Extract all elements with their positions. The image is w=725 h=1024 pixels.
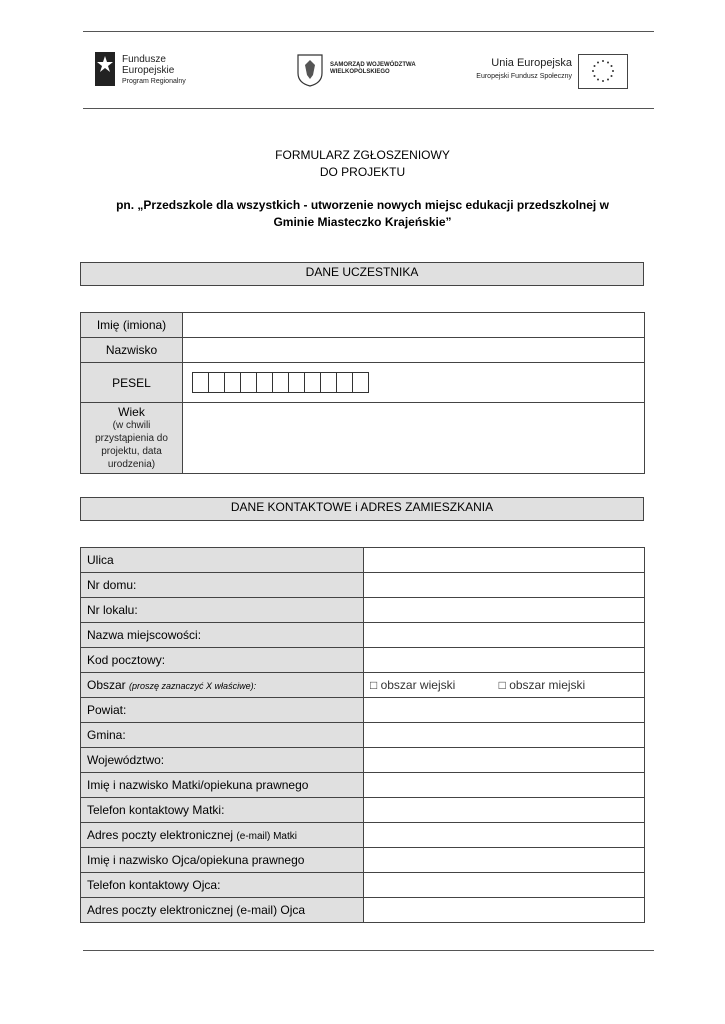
eagle-crest-icon — [296, 53, 324, 87]
pesel-digit-box[interactable] — [208, 372, 225, 393]
fe-star-icon — [95, 52, 115, 86]
form-subtitle: DO PROJEKTU — [319, 165, 406, 179]
fundusze-europejskie-logo — [95, 52, 205, 90]
pesel-digit-box[interactable] — [272, 372, 289, 393]
wiek-note: (w chwili przystąpienia do projektu, data urodzenia) — [95, 420, 168, 470]
label-matka-email-suffix: (e-mail) Matki — [236, 831, 297, 842]
input-ojciec-email[interactable] — [364, 898, 645, 923]
label-powiat: Powiat: — [81, 698, 364, 723]
ue-subtitle: Europejski Fundusz Społeczny — [476, 73, 572, 80]
pesel-field[interactable] — [183, 363, 645, 403]
input-powiat[interactable] — [364, 698, 645, 723]
participant-table — [80, 312, 645, 474]
label-ulica: Ulica — [81, 548, 364, 573]
footer-rule — [83, 950, 654, 951]
project-name: pn. „Przedszkole dla wszystkich - utworzenie nowych miejsc edukacji przedszkolnej w Gminie Miasteczko Krajeńskie” — [116, 198, 609, 229]
fe-line1: Fundusze — [122, 54, 166, 65]
label-matka-tel: Telefon kontaktowy Matki: — [81, 798, 364, 823]
obszar-note: (proszę zaznaczyć X właściwe): — [129, 681, 257, 691]
pesel-digit-box[interactable] — [352, 372, 369, 393]
pesel-digit-box[interactable] — [320, 372, 337, 393]
label-kod: Kod pocztowy: — [81, 648, 364, 673]
contact-table — [80, 547, 645, 923]
label-nazwisko: Nazwisko — [81, 338, 183, 363]
section-dane-uczestnika: DANE UCZESTNIKA — [80, 262, 644, 286]
ue-title: Unia Europejska — [491, 57, 572, 69]
header-rule — [83, 108, 654, 109]
top-rule — [83, 31, 654, 32]
pesel-digit-box[interactable] — [224, 372, 241, 393]
section-dane-kontaktowe: DANE KONTAKTOWE i ADRES ZAMIESZKANIA — [80, 497, 644, 521]
input-wiek[interactable] — [183, 403, 645, 474]
label-pesel: PESEL — [81, 363, 183, 403]
sw-line1: SAMORZĄD WOJEWÓDZTWA — [330, 62, 416, 68]
input-matka-imie[interactable] — [364, 773, 645, 798]
label-ojciec-email: Adres poczty elektronicznej (e-mail) Ojca — [81, 898, 364, 923]
input-ojciec-tel[interactable] — [364, 873, 645, 898]
label-matka-email: Adres poczty elektronicznej — [87, 828, 234, 842]
input-kod[interactable] — [364, 648, 645, 673]
label-imie: Imię (imiona) — [81, 313, 183, 338]
input-ulica[interactable] — [364, 548, 645, 573]
input-imie[interactable] — [183, 313, 645, 338]
input-matka-email[interactable] — [364, 823, 645, 848]
samorzad-logo — [296, 53, 426, 89]
label-nr-lokalu: Nr lokalu: — [81, 598, 364, 623]
label-ojciec-imie: Imię i nazwisko Ojca/opiekuna prawnego — [81, 848, 364, 873]
pesel-digit-box[interactable] — [256, 372, 273, 393]
eu-flag-icon — [578, 54, 628, 89]
input-nr-domu[interactable] — [364, 573, 645, 598]
unia-europejska-logo — [462, 54, 632, 90]
pesel-digit-box[interactable] — [288, 372, 305, 393]
fe-line3: Program Regionalny — [122, 78, 186, 85]
input-miejscowosc[interactable] — [364, 623, 645, 648]
label-nr-domu: Nr domu: — [81, 573, 364, 598]
pesel-digit-box[interactable] — [192, 372, 209, 393]
form-title: FORMULARZ ZGŁOSZENIOWY — [275, 148, 450, 162]
input-gmina[interactable] — [364, 723, 645, 748]
input-nazwisko[interactable] — [183, 338, 645, 363]
input-matka-tel[interactable] — [364, 798, 645, 823]
pesel-boxes[interactable] — [193, 372, 638, 393]
pesel-digit-box[interactable] — [304, 372, 321, 393]
obszar-options — [364, 673, 645, 698]
pesel-digit-box[interactable] — [336, 372, 353, 393]
label-wojewodztwo: Województwo: — [81, 748, 364, 773]
label-ojciec-tel: Telefon kontaktowy Ojca: — [81, 873, 364, 898]
pesel-digit-box[interactable] — [240, 372, 257, 393]
checkbox-obszar-miejski[interactable]: □ obszar miejski — [498, 678, 586, 692]
sw-line2: WIELKOPOLSKIEGO — [330, 69, 390, 75]
label-obszar: Obszar — [87, 678, 126, 692]
label-wiek: Wiek — [118, 405, 145, 419]
input-nr-lokalu[interactable] — [364, 598, 645, 623]
input-ojciec-imie[interactable] — [364, 848, 645, 873]
label-wiek-cell — [81, 403, 183, 474]
label-matka-imie: Imię i nazwisko Matki/opiekuna prawnego — [81, 773, 364, 798]
checkbox-obszar-wiejski[interactable]: □ obszar wiejski — [370, 678, 456, 692]
fe-line2: Europejskie — [122, 65, 175, 76]
label-obszar-cell — [81, 673, 364, 698]
input-wojewodztwo[interactable] — [364, 748, 645, 773]
label-matka-email-cell — [81, 823, 364, 848]
label-miejscowosc: Nazwa miejscowości: — [81, 623, 364, 648]
label-gmina: Gmina: — [81, 723, 364, 748]
